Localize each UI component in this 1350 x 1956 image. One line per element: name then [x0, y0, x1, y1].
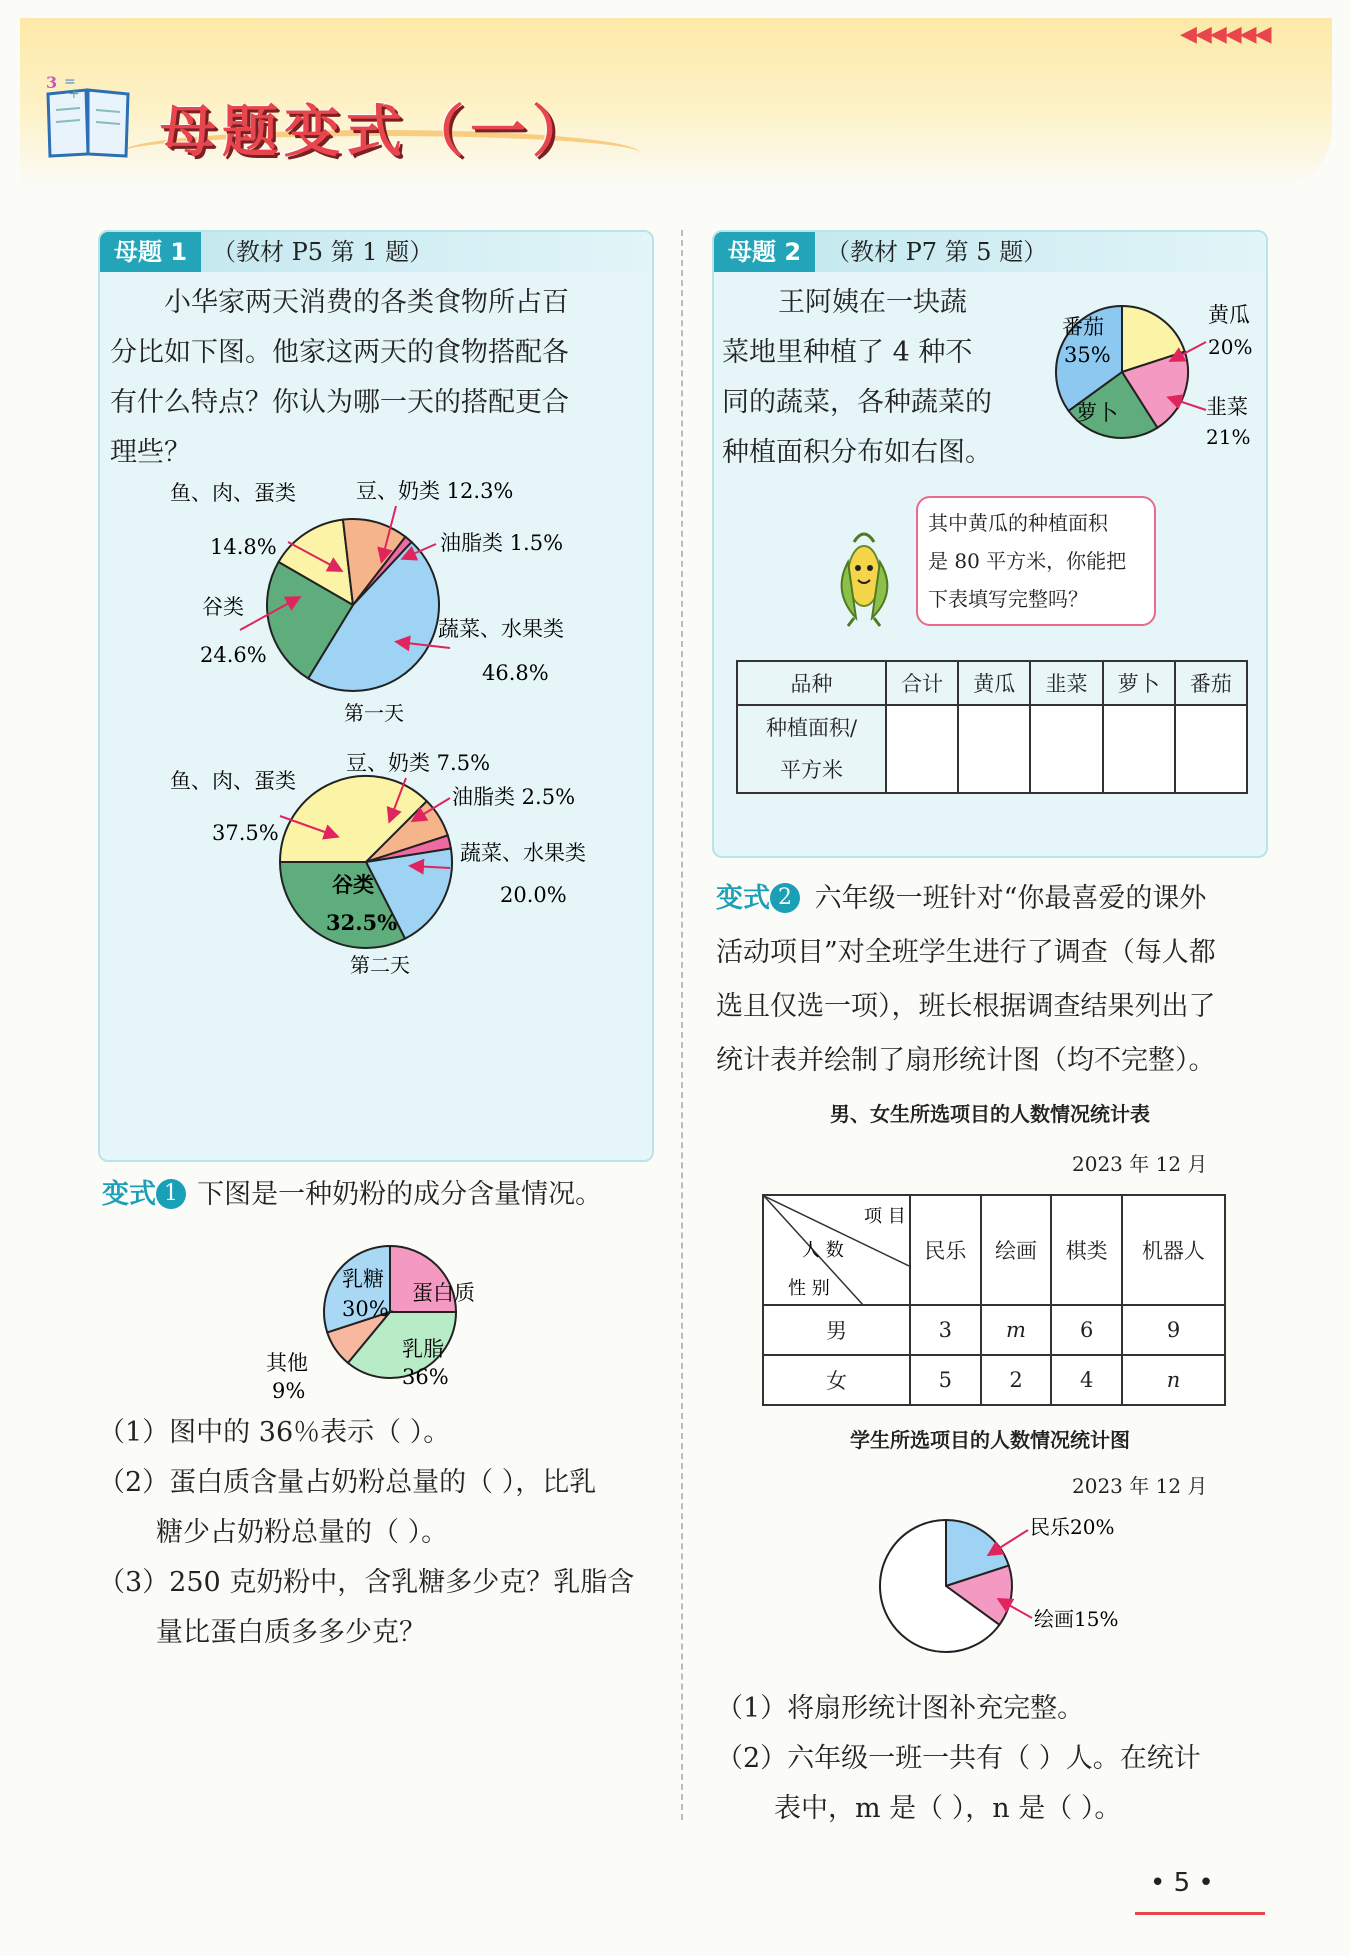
- page-number: • 5 •: [1150, 1868, 1214, 1898]
- survey-cell: 3: [910, 1305, 981, 1355]
- row-label-line2: 平方米: [780, 758, 843, 782]
- survey-column-header: 棋类: [1051, 1195, 1122, 1305]
- survey-table-date: 2023 年 12 月: [1072, 1152, 1208, 1176]
- variant2-line: 活动项目”对全班学生进行了调查（每人都: [716, 937, 1216, 968]
- problem2-source: （教材 P7 第 5 题）: [826, 238, 1048, 266]
- problem2-text: [722, 278, 1022, 478]
- vegetable-pie-chart: [1030, 280, 1270, 470]
- bubble-line: 下表填写完整吗？: [928, 587, 1088, 611]
- page-title: 母题变式（一）: [160, 100, 594, 165]
- survey-pie: [880, 1520, 1012, 1652]
- survey-cell: n: [1122, 1355, 1225, 1405]
- day2-label-oil: 油脂类 2.5%: [452, 785, 576, 809]
- survey-row-male: [763, 1305, 1225, 1355]
- survey-label-huihua: 绘画15%: [1034, 1607, 1119, 1631]
- problem2-tag: 母题 2: [714, 232, 815, 272]
- corner-item: 项 目: [864, 1206, 906, 1227]
- survey-column-header: 绘画: [981, 1195, 1052, 1305]
- svg-text:=: =: [64, 74, 76, 90]
- day2-label-bean: 豆、奶类 7.5%: [346, 751, 491, 775]
- table-header-cell: 番茄: [1175, 661, 1247, 705]
- survey-table-title: 男、女生所选项目的人数情况统计表: [830, 1102, 1150, 1126]
- milk-label-fat: 乳脂: [402, 1337, 444, 1361]
- day1-value-grain: 24.6%: [200, 643, 267, 667]
- corner-count: 人 数: [802, 1240, 844, 1261]
- survey-label-minyue: 民乐20%: [1030, 1515, 1115, 1539]
- variant1-number: 1: [156, 1179, 186, 1209]
- problem2-line: 同的蔬菜，各种蔬菜的: [722, 387, 992, 418]
- veg-label-cucumber: 黄瓜: [1208, 303, 1250, 327]
- answer-cell-tomato[interactable]: [1175, 705, 1247, 793]
- problem2-line: 王阿姨在一块蔬: [778, 287, 967, 318]
- answer-cell-leek[interactable]: [1030, 705, 1102, 793]
- survey-cell: m: [981, 1305, 1052, 1355]
- svg-text:+: +: [68, 86, 80, 102]
- milk-value-other: 9%: [272, 1379, 306, 1403]
- survey-row-label: 男: [763, 1305, 910, 1355]
- survey-cell: 5: [910, 1355, 981, 1405]
- day1-label-oil: 油脂类 1.5%: [440, 531, 564, 555]
- variant2-number: 2: [770, 883, 800, 913]
- table-row: [737, 705, 1247, 793]
- milk-label-protein: 蛋白质: [412, 1281, 475, 1305]
- veg-label-tomato: 番茄: [1062, 315, 1104, 339]
- table-header-row: [737, 661, 1247, 705]
- milk-label-lactose: 乳糖: [342, 1267, 384, 1291]
- day1-label-veg: 蔬菜、水果类: [438, 617, 564, 641]
- survey-cell: 9: [1122, 1305, 1225, 1355]
- day2-label-veg: 蔬菜、水果类: [460, 841, 586, 865]
- variant1-q2a: （2）蛋白质含量占奶粉总量的（ ），比乳: [98, 1467, 597, 1498]
- answer-cell-total[interactable]: [886, 705, 958, 793]
- veg-value-leek: 21%: [1206, 425, 1251, 449]
- variant2-line: 统计表并绘制了扇形统计图（均不完整）。: [716, 1045, 1216, 1076]
- day1-caption: 第一天: [344, 701, 404, 725]
- variant2-questions: [716, 1684, 1276, 1834]
- day1-value-veg: 46.8%: [482, 661, 549, 685]
- day2-pie-chart: [150, 740, 630, 990]
- problem2-line: 种植面积分布如右图。: [722, 437, 992, 468]
- milk-powder-pie-chart: [250, 1224, 510, 1414]
- variant2-q2b: 表中，m 是（ ），n 是（ ）。: [774, 1793, 1122, 1824]
- survey-column-header: 机器人: [1122, 1195, 1225, 1305]
- problem1-line: 小华家两天消费的各类食物所占百: [164, 287, 569, 318]
- day2-label-grain: 谷类: [332, 872, 374, 897]
- survey-column-header: 民乐: [910, 1195, 981, 1305]
- table-header-cell: 黄瓜: [958, 661, 1030, 705]
- table-header-cell: 合计: [886, 661, 958, 705]
- variant2-q1: （1）将扇形统计图补充完整。: [716, 1693, 1085, 1724]
- problem1-line: 有什么特点？你认为哪一天的搭配更合: [110, 387, 569, 418]
- page-number-underline: [1135, 1912, 1265, 1915]
- corn-mascot-icon: [818, 522, 910, 630]
- variant1-q3b: 量比蛋白质多多少克？: [156, 1617, 426, 1648]
- problem1-tag: 母题 1: [100, 232, 201, 272]
- row-label-line1: 种植面积/: [765, 716, 858, 740]
- variant1-q3a: （3）250 克奶粉中，含乳糖多少克？乳脂含: [98, 1567, 635, 1598]
- variant1-heading: [102, 1172, 662, 1211]
- survey-chart-date: 2023 年 12 月: [1072, 1474, 1208, 1498]
- problem1-line: 理些？: [110, 437, 191, 468]
- variant1-questions: [98, 1408, 668, 1658]
- book-icon: [42, 72, 134, 164]
- survey-table: [762, 1194, 1226, 1406]
- day1-pie-chart: [150, 470, 630, 740]
- speech-bubble: [916, 496, 1156, 626]
- survey-chart-title: 学生所选项目的人数情况统计图: [850, 1428, 1130, 1452]
- column-divider: [681, 230, 683, 1820]
- day1-label-fish: 鱼、肉、蛋类: [170, 481, 296, 505]
- milk-value-fat: 36%: [402, 1365, 449, 1389]
- variant1-q2b: 糖少占奶粉总量的（ ）。: [156, 1517, 449, 1548]
- variant2-line: 六年级一班针对“你最喜爱的课外: [814, 883, 1207, 914]
- answer-cell-radish[interactable]: [1103, 705, 1175, 793]
- problem1-source: （教材 P5 第 1 题）: [212, 238, 434, 266]
- day1-label-bean: 豆、奶类 12.3%: [356, 479, 514, 503]
- day2-value-veg: 20.0%: [500, 883, 567, 907]
- survey-row-female: [763, 1355, 1225, 1405]
- variant2-text: [716, 872, 1276, 1088]
- survey-header-row: [763, 1195, 1225, 1305]
- survey-cell: 4: [1051, 1355, 1122, 1405]
- problem1-text: [110, 278, 650, 478]
- day2-caption: 第二天: [350, 953, 410, 977]
- day2-value-fish: 37.5%: [212, 821, 279, 845]
- table-header-cell: 品种: [737, 661, 886, 705]
- day2-value-grain: 32.5%: [326, 910, 398, 935]
- veg-value-cucumber: 20%: [1208, 335, 1253, 359]
- problem1-line: 分比如下图。他家这两天的食物搭配各: [110, 337, 569, 368]
- milk-value-lactose: 30%: [342, 1297, 389, 1321]
- corner-gender: 性 别: [788, 1278, 830, 1299]
- arrow-decoration-icon: ◀◀◀◀◀◀: [1180, 22, 1270, 47]
- day2-label-fish: 鱼、肉、蛋类: [170, 769, 296, 793]
- bubble-line: 是 80 平方米，你能把: [928, 549, 1127, 573]
- survey-corner-cell: [763, 1195, 910, 1305]
- veg-label-radish: 萝卜: [1076, 401, 1118, 425]
- answer-cell-cucumber[interactable]: [958, 705, 1030, 793]
- table-header-cell: 萝卜: [1103, 661, 1175, 705]
- variant2-line: 选且仅选一项），班长根据调查结果列出了: [716, 991, 1216, 1022]
- problem2-line: 菜地里种植了 4 种不: [722, 337, 973, 368]
- table-row-label: [737, 705, 886, 793]
- survey-row-label: 女: [763, 1355, 910, 1405]
- milk-label-other: 其他: [266, 1351, 308, 1375]
- veg-label-leek: 韭菜: [1206, 395, 1248, 419]
- variant1-text: 下图是一种奶粉的成分含量情况。: [197, 1179, 603, 1210]
- bubble-line: 其中黄瓜的种植面积: [928, 511, 1108, 535]
- survey-pie-chart: [850, 1500, 1180, 1680]
- veg-value-tomato: 35%: [1064, 343, 1111, 367]
- day1-value-fish: 14.8%: [210, 535, 277, 559]
- survey-cell: 2: [981, 1355, 1052, 1405]
- vegetable-area-table: [736, 660, 1248, 794]
- variant2-line1: [716, 872, 1276, 926]
- variant1-q1: （1）图中的 36％表示（ ）。: [98, 1417, 451, 1448]
- survey-cell: 6: [1051, 1305, 1122, 1355]
- variant1-label: 变式: [102, 1179, 156, 1210]
- variant2-q2a: （2）六年级一班一共有（ ）人。在统计: [716, 1743, 1201, 1774]
- book-number: 3: [46, 73, 58, 92]
- variant2-label: 变式: [716, 883, 770, 914]
- corner-diagonal: [764, 1196, 909, 1306]
- day1-label-grain: 谷类: [202, 595, 244, 619]
- table-header-cell: 韭菜: [1030, 661, 1102, 705]
